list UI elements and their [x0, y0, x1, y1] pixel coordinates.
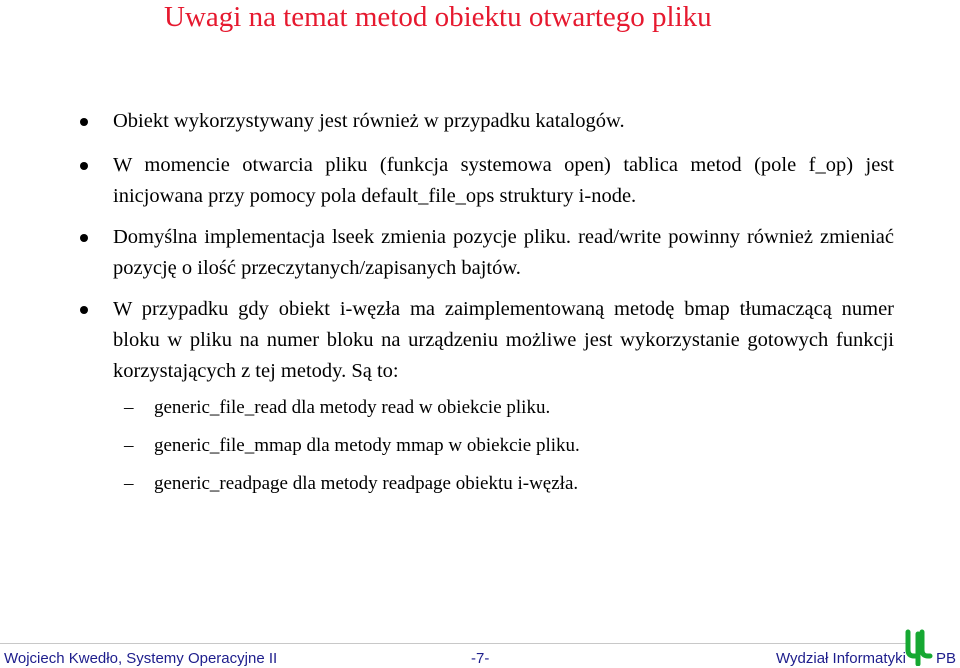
dash-icon: – [124, 397, 134, 418]
footer-page-number: -7- [471, 650, 490, 667]
bullet-text: Domyślna implementacja lseek zmienia pozycje pliku. read/write powinny również zmieniać pozycję o ilość przeczytanych/zapisanych bajtów. [113, 226, 894, 279]
bullet-dot-icon [80, 234, 88, 242]
bullet-dot-icon [80, 118, 88, 126]
bullet-dot-icon [80, 306, 88, 314]
sub-bullet-text: generic_file_mmap dla metody mmap w obiekcie pliku. [154, 435, 580, 456]
footer-author: Wojciech Kwedło, Systemy Operacyjne II [4, 650, 278, 667]
footer-department: Wydział Informatyki [776, 650, 906, 667]
bullet-text: W momencie otwarcia pliku (funkcja systemowa open) tablica metod (pole f_op) jest inicjowana przy pomocy pola default_file_ops struktury i-node. [113, 154, 894, 207]
bullet-text: W przypadku gdy obiekt i-węzła ma zaimplementowaną metodę bmap tłumaczącą numer bloku w pliku na numer bloku na urządzeniu możliwe jest wykorzystanie gotowych funkcji korzystających z tej metody. Są to: [113, 298, 894, 382]
dash-icon: – [124, 473, 134, 494]
slide-title: Uwagi na temat metod obiektu otwartego pliku [164, 1, 712, 33]
footer-divider [0, 643, 906, 644]
sub-bullet-text: generic_file_read dla metody read w obiekcie pliku. [154, 397, 551, 418]
pb-wi-logo-icon [900, 624, 936, 666]
bullet-dot-icon [80, 162, 88, 170]
dash-icon: – [124, 435, 134, 456]
sub-bullet-text: generic_readpage dla metody readpage obiektu i-węzła. [154, 473, 579, 494]
footer-school: PB [936, 650, 957, 667]
bullet-text: Obiekt wykorzystywany jest również w przypadku katalogów. [113, 110, 625, 132]
